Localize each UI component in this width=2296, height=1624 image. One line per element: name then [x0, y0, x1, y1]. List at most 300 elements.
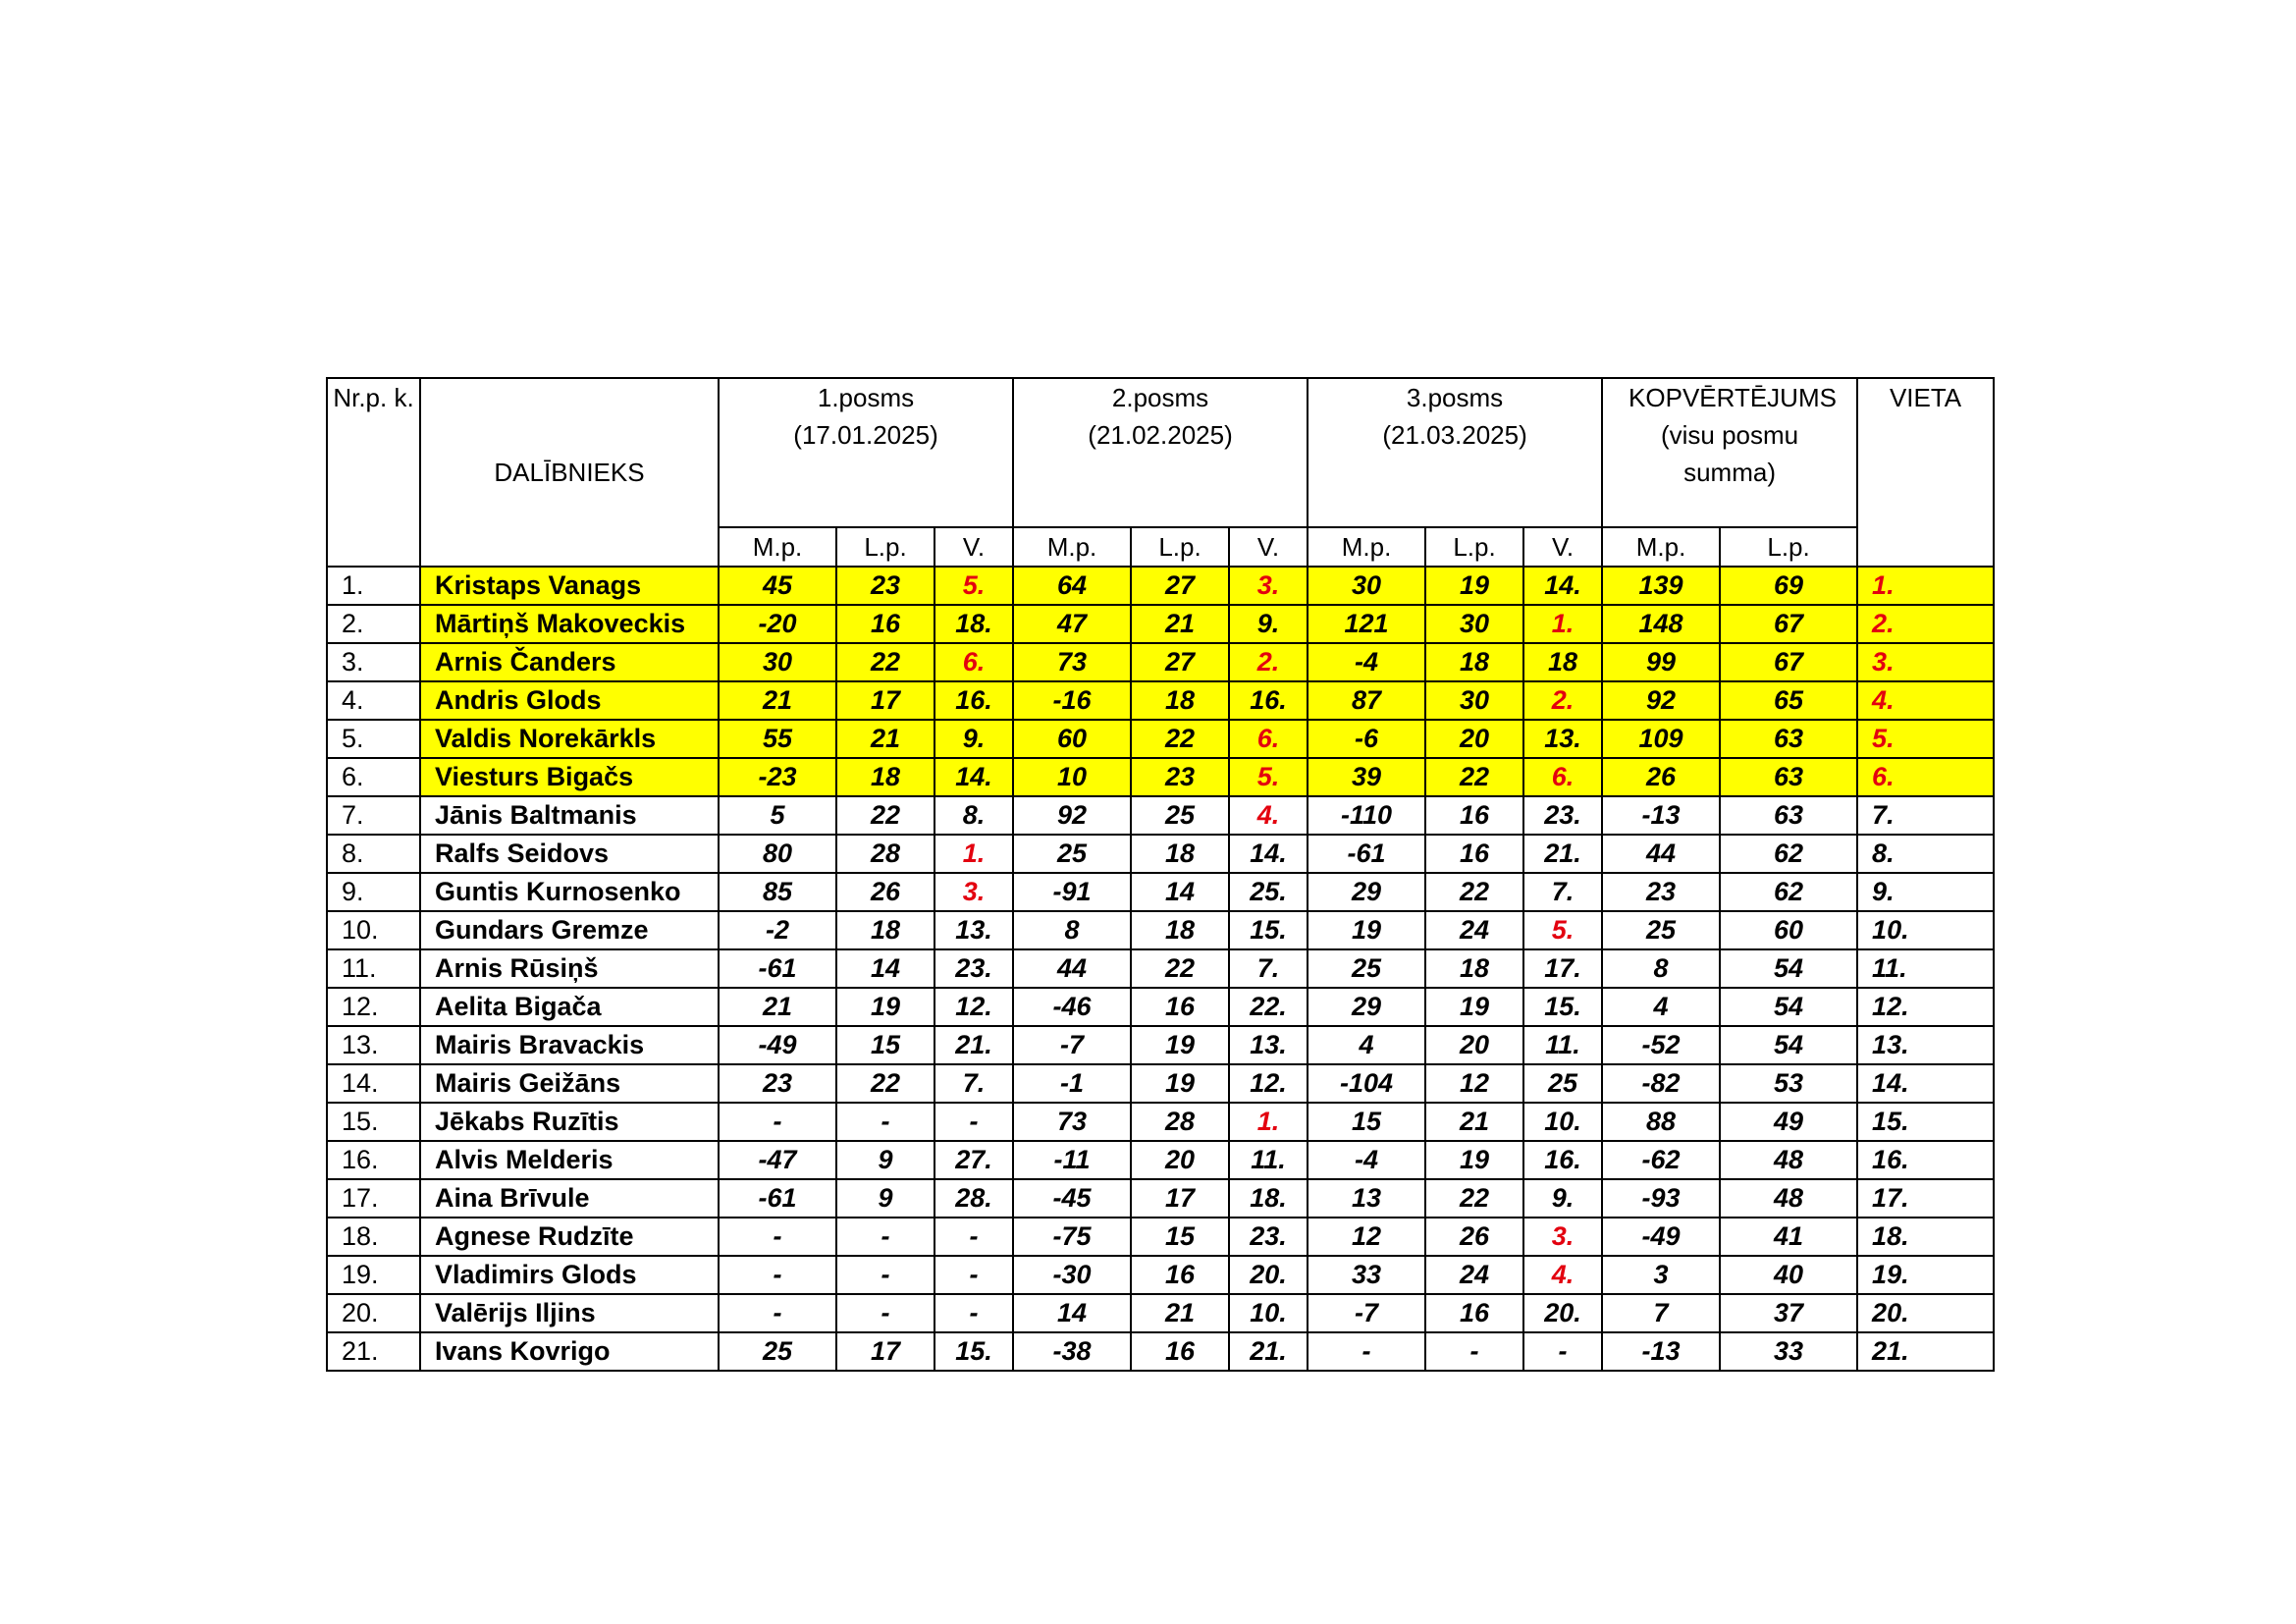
stage-3-place: 5.: [1523, 911, 1602, 949]
stage-1-mp: -61: [719, 1179, 836, 1218]
stage-1-place: 1.: [934, 835, 1013, 873]
stage-1-place: 6.: [934, 643, 1013, 681]
total-lp: 48: [1720, 1179, 1857, 1218]
final-place: 4.: [1857, 681, 1994, 720]
stage-2-lp: 17: [1131, 1179, 1229, 1218]
participant-name: Aina Brīvule: [420, 1179, 719, 1218]
stage-2-place: 13.: [1229, 1026, 1308, 1064]
participant-name: Guntis Kurnosenko: [420, 873, 719, 911]
stage-2-mp: 73: [1013, 1103, 1131, 1141]
row-number: 10.: [327, 911, 420, 949]
stage-1-mp: -20: [719, 605, 836, 643]
participant-name: Mārtiņš Makoveckis: [420, 605, 719, 643]
table-row: [327, 1026, 1994, 1064]
stage-1-mp: -2: [719, 911, 836, 949]
total-mp: -49: [1602, 1218, 1720, 1256]
stage-2-place: 4.: [1229, 796, 1308, 835]
row-number: 8.: [327, 835, 420, 873]
total-mp: 148: [1602, 605, 1720, 643]
stage-2-lp: 28: [1131, 1103, 1229, 1141]
stage-3-place: 17.: [1523, 949, 1602, 988]
total-lp: 49: [1720, 1103, 1857, 1141]
stage-3-place: 21.: [1523, 835, 1602, 873]
stage-3-lp: 18: [1425, 949, 1523, 988]
stage-3-place: 11.: [1523, 1026, 1602, 1064]
stage-1-place: -: [934, 1218, 1013, 1256]
total-mp: 109: [1602, 720, 1720, 758]
stage-3-place: 23.: [1523, 796, 1602, 835]
stage-3-place: 10.: [1523, 1103, 1602, 1141]
final-place: 12.: [1857, 988, 1994, 1026]
stage-2-mp: -7: [1013, 1026, 1131, 1064]
stage-1-lp: 17: [836, 1332, 934, 1371]
header-nr: Nr.p. k.: [327, 378, 420, 567]
stage-1-mp: 85: [719, 873, 836, 911]
total-lp: 33: [1720, 1332, 1857, 1371]
total-mp: 139: [1602, 567, 1720, 605]
table-row: [327, 988, 1994, 1026]
total-mp: 23: [1602, 873, 1720, 911]
final-place: 8.: [1857, 835, 1994, 873]
total-lp: 63: [1720, 758, 1857, 796]
final-place: 7.: [1857, 796, 1994, 835]
stage-3-mp: -110: [1308, 796, 1425, 835]
stage-2-place: 3.: [1229, 567, 1308, 605]
final-place: 20.: [1857, 1294, 1994, 1332]
stage-2-lp: 16: [1131, 1256, 1229, 1294]
total-lp: 54: [1720, 949, 1857, 988]
final-place: 1.: [1857, 567, 1994, 605]
total-mp: 44: [1602, 835, 1720, 873]
row-number: 16.: [327, 1141, 420, 1179]
stage-3-mp: 30: [1308, 567, 1425, 605]
stage-3-mp: 15: [1308, 1103, 1425, 1141]
participant-name: Arnis Čanders: [420, 643, 719, 681]
stage-1-mp: 25: [719, 1332, 836, 1371]
stage-1-place: 8.: [934, 796, 1013, 835]
stage-2-place: 6.: [1229, 720, 1308, 758]
stage-2-lp: 14: [1131, 873, 1229, 911]
stage-3-lp: 19: [1425, 567, 1523, 605]
stage-1-mp: 5: [719, 796, 836, 835]
stage-2-mp: 47: [1013, 605, 1131, 643]
stage-2-mp: -38: [1013, 1332, 1131, 1371]
stage-3-mp: -7: [1308, 1294, 1425, 1332]
stage-1-place: 9.: [934, 720, 1013, 758]
table-row: [327, 1141, 1994, 1179]
final-place: 17.: [1857, 1179, 1994, 1218]
stage-2-place: 16.: [1229, 681, 1308, 720]
final-place: 6.: [1857, 758, 1994, 796]
stage-3-lp: 18: [1425, 643, 1523, 681]
final-place: 14.: [1857, 1064, 1994, 1103]
stage-3-lp: 20: [1425, 1026, 1523, 1064]
participant-name: Andris Glods: [420, 681, 719, 720]
stage-3-mp: 19: [1308, 911, 1425, 949]
header-stage-2: [1013, 378, 1308, 527]
stage-1-place: 27.: [934, 1141, 1013, 1179]
stage-3-lp: 19: [1425, 1141, 1523, 1179]
total-lp: 69: [1720, 567, 1857, 605]
stage-2-lp: 18: [1131, 681, 1229, 720]
stage-1-mp: 21: [719, 988, 836, 1026]
row-number: 11.: [327, 949, 420, 988]
row-number: 12.: [327, 988, 420, 1026]
header-place: VIETA: [1857, 378, 1994, 567]
participant-name: Valērijs Iljins: [420, 1294, 719, 1332]
stage-3-place: 14.: [1523, 567, 1602, 605]
row-number: 20.: [327, 1294, 420, 1332]
participant-name: Jānis Baltmanis: [420, 796, 719, 835]
stage-1-lp: 15: [836, 1026, 934, 1064]
sub-mp: M.p.: [719, 527, 836, 567]
stage-2-place: 25.: [1229, 873, 1308, 911]
table-row: [327, 911, 1994, 949]
stage-2-lp: 27: [1131, 643, 1229, 681]
stage-3-place: 6.: [1523, 758, 1602, 796]
stage-2-place: 18.: [1229, 1179, 1308, 1218]
stage-3-mp: 29: [1308, 988, 1425, 1026]
table-row: [327, 567, 1994, 605]
stage-1-lp: 21: [836, 720, 934, 758]
stage-3-lp: 22: [1425, 1179, 1523, 1218]
total-lp: 40: [1720, 1256, 1857, 1294]
table-row: [327, 758, 1994, 796]
stage-2-place: 15.: [1229, 911, 1308, 949]
stage-2-lp: 16: [1131, 1332, 1229, 1371]
stage-2-lp: 15: [1131, 1218, 1229, 1256]
stage-3-mp: -: [1308, 1332, 1425, 1371]
stage-1-lp: 22: [836, 643, 934, 681]
stage-1-lp: 18: [836, 911, 934, 949]
row-number: 9.: [327, 873, 420, 911]
stage-1-mp: -: [719, 1103, 836, 1141]
stage-3-mp: -61: [1308, 835, 1425, 873]
stage-1-lp: 9: [836, 1179, 934, 1218]
final-place: 19.: [1857, 1256, 1994, 1294]
stage-2-place: 23.: [1229, 1218, 1308, 1256]
participant-name: Agnese Rudzīte: [420, 1218, 719, 1256]
stage-2-mp: 14: [1013, 1294, 1131, 1332]
final-place: 10.: [1857, 911, 1994, 949]
stage-2-lp: 25: [1131, 796, 1229, 835]
stage-1-mp: -61: [719, 949, 836, 988]
total-lp: 67: [1720, 605, 1857, 643]
total-lp: 54: [1720, 988, 1857, 1026]
stage-3-mp: -6: [1308, 720, 1425, 758]
stage-1-lp: 26: [836, 873, 934, 911]
standings-body: [327, 567, 1994, 1371]
stage-2-lp: 23: [1131, 758, 1229, 796]
stage-3-mp: -4: [1308, 643, 1425, 681]
stage-2-mp: 73: [1013, 643, 1131, 681]
stage-1-place: -: [934, 1256, 1013, 1294]
stage-2-lp: 18: [1131, 911, 1229, 949]
final-place: 5.: [1857, 720, 1994, 758]
stage-3-place: 25: [1523, 1064, 1602, 1103]
total-lp: 65: [1720, 681, 1857, 720]
stage-3-place: 1.: [1523, 605, 1602, 643]
row-number: 3.: [327, 643, 420, 681]
sub-v: V.: [1523, 527, 1602, 567]
total-mp: -93: [1602, 1179, 1720, 1218]
header-stage-3: [1308, 378, 1602, 527]
total-lp: 60: [1720, 911, 1857, 949]
stage-2-mp: -45: [1013, 1179, 1131, 1218]
stage-2-mp: 25: [1013, 835, 1131, 873]
stage-1-mp: 80: [719, 835, 836, 873]
stage-3-mp: 121: [1308, 605, 1425, 643]
stage-3-mp: 33: [1308, 1256, 1425, 1294]
stage-2-place: 14.: [1229, 835, 1308, 873]
stage-1-lp: 17: [836, 681, 934, 720]
final-place: 21.: [1857, 1332, 1994, 1371]
stage-3-lp: 19: [1425, 988, 1523, 1026]
stage-3-mp: -4: [1308, 1141, 1425, 1179]
row-number: 19.: [327, 1256, 420, 1294]
stage-2-mp: 64: [1013, 567, 1131, 605]
participant-name: Viesturs Bigačs: [420, 758, 719, 796]
final-place: 16.: [1857, 1141, 1994, 1179]
stage-3-lp: 16: [1425, 1294, 1523, 1332]
sub-v: V.: [934, 527, 1013, 567]
stage-3-lp: 21: [1425, 1103, 1523, 1141]
stage-1-mp: 21: [719, 681, 836, 720]
stage-3-place: 3.: [1523, 1218, 1602, 1256]
total-mp: -82: [1602, 1064, 1720, 1103]
total-lp: 54: [1720, 1026, 1857, 1064]
stage-2-place: 21.: [1229, 1332, 1308, 1371]
stage-1-mp: -23: [719, 758, 836, 796]
sub-lp: L.p.: [836, 527, 934, 567]
final-place: 13.: [1857, 1026, 1994, 1064]
header-stage-1: [719, 378, 1013, 527]
sub-mp: M.p.: [1602, 527, 1720, 567]
total-mp: 26: [1602, 758, 1720, 796]
participant-name: Vladimirs Glods: [420, 1256, 719, 1294]
table-row: [327, 605, 1994, 643]
stage-2-mp: -1: [1013, 1064, 1131, 1103]
total-mp: 88: [1602, 1103, 1720, 1141]
stage-1-mp: -47: [719, 1141, 836, 1179]
table-row: [327, 1103, 1994, 1141]
stage-1-place: 14.: [934, 758, 1013, 796]
header-total: KOPVĒRTĒJUMS (visu posmu summa): [1602, 378, 1857, 527]
stage-3-place: 4.: [1523, 1256, 1602, 1294]
stage-1-place: 15.: [934, 1332, 1013, 1371]
stage-3-place: 2.: [1523, 681, 1602, 720]
stage-3-mp: 4: [1308, 1026, 1425, 1064]
participant-name: Alvis Melderis: [420, 1141, 719, 1179]
stage-2-place: 22.: [1229, 988, 1308, 1026]
stage-3-place: 13.: [1523, 720, 1602, 758]
table-row: [327, 1332, 1994, 1371]
total-mp: -13: [1602, 1332, 1720, 1371]
participant-name: Gundars Gremze: [420, 911, 719, 949]
stage-3-place: 7.: [1523, 873, 1602, 911]
stage-3-place: -: [1523, 1332, 1602, 1371]
stage-2-place: 7.: [1229, 949, 1308, 988]
table-row: [327, 873, 1994, 911]
stage-2-lp: 27: [1131, 567, 1229, 605]
participant-name: Valdis Norekārkls: [420, 720, 719, 758]
stage-3-lp: 22: [1425, 758, 1523, 796]
stage-3-mp: -104: [1308, 1064, 1425, 1103]
stage-2-lp: 20: [1131, 1141, 1229, 1179]
stage-3-lp: 24: [1425, 911, 1523, 949]
stage-3-mp: 12: [1308, 1218, 1425, 1256]
stage-2-place: 20.: [1229, 1256, 1308, 1294]
row-number: 5.: [327, 720, 420, 758]
total-mp: 4: [1602, 988, 1720, 1026]
stage-1-lp: -: [836, 1103, 934, 1141]
sub-mp: M.p.: [1308, 527, 1425, 567]
stage-3-lp: 24: [1425, 1256, 1523, 1294]
row-number: 2.: [327, 605, 420, 643]
table-row: [327, 1064, 1994, 1103]
stage-2-mp: 44: [1013, 949, 1131, 988]
stage-3-place: 20.: [1523, 1294, 1602, 1332]
stage-1-place: 18.: [934, 605, 1013, 643]
stage-1-mp: -: [719, 1218, 836, 1256]
stage-1-lp: 16: [836, 605, 934, 643]
stage-1-mp: 45: [719, 567, 836, 605]
stage-3-place: 18: [1523, 643, 1602, 681]
row-number: 6.: [327, 758, 420, 796]
final-place: 18.: [1857, 1218, 1994, 1256]
table-row: [327, 1179, 1994, 1218]
stage-2-mp: 60: [1013, 720, 1131, 758]
table-row: [327, 720, 1994, 758]
participant-name: Kristaps Vanags: [420, 567, 719, 605]
stage-1-mp: -49: [719, 1026, 836, 1064]
stage-2-place: 2.: [1229, 643, 1308, 681]
row-number: 13.: [327, 1026, 420, 1064]
stage-1-lp: 22: [836, 1064, 934, 1103]
stage-2-place: 10.: [1229, 1294, 1308, 1332]
stage-1-place: -: [934, 1103, 1013, 1141]
stage-1-mp: 30: [719, 643, 836, 681]
row-number: 18.: [327, 1218, 420, 1256]
stage-2-lp: 19: [1131, 1064, 1229, 1103]
stage-3-lp: 26: [1425, 1218, 1523, 1256]
row-number: 4.: [327, 681, 420, 720]
participant-name: Arnis Rūsiņš: [420, 949, 719, 988]
table-row: [327, 681, 1994, 720]
stage-1-place: 7.: [934, 1064, 1013, 1103]
stage-2-mp: 8: [1013, 911, 1131, 949]
row-number: 7.: [327, 796, 420, 835]
stage-3-place: 15.: [1523, 988, 1602, 1026]
stage-1-place: 28.: [934, 1179, 1013, 1218]
stage-3-place: 16.: [1523, 1141, 1602, 1179]
stage-2-place: 5.: [1229, 758, 1308, 796]
table-row: [327, 796, 1994, 835]
participant-name: Aelita Bigača: [420, 988, 719, 1026]
total-lp: 37: [1720, 1294, 1857, 1332]
stage-1-date: (17.01.2025): [793, 420, 938, 450]
stage-1-lp: 9: [836, 1141, 934, 1179]
final-place: 3.: [1857, 643, 1994, 681]
total-mp: 25: [1602, 911, 1720, 949]
stage-1-lp: 18: [836, 758, 934, 796]
stage-2-lp: 16: [1131, 988, 1229, 1026]
participant-name: Ralfs Seidovs: [420, 835, 719, 873]
total-lp: 53: [1720, 1064, 1857, 1103]
total-mp: 7: [1602, 1294, 1720, 1332]
stage-3-lp: 12: [1425, 1064, 1523, 1103]
stage-3-mp: 29: [1308, 873, 1425, 911]
stage-2-mp: -11: [1013, 1141, 1131, 1179]
stage-2-lp: 22: [1131, 720, 1229, 758]
total-mp: 3: [1602, 1256, 1720, 1294]
stage-1-lp: -: [836, 1256, 934, 1294]
total-lp: 41: [1720, 1218, 1857, 1256]
row-number: 14.: [327, 1064, 420, 1103]
stage-3-lp: 16: [1425, 796, 1523, 835]
header-participant: DALĪBNIEKS: [420, 378, 719, 567]
total-lp: 67: [1720, 643, 1857, 681]
stage-2-mp: -16: [1013, 681, 1131, 720]
stage-2-place: 9.: [1229, 605, 1308, 643]
table-row: [327, 1218, 1994, 1256]
stage-2-lp: 21: [1131, 605, 1229, 643]
stage-2-mp: -75: [1013, 1218, 1131, 1256]
stage-2-date: (21.02.2025): [1088, 420, 1233, 450]
stage-1-place: 23.: [934, 949, 1013, 988]
stage-2-lp: 22: [1131, 949, 1229, 988]
total-lp: 48: [1720, 1141, 1857, 1179]
stage-2-mp: -46: [1013, 988, 1131, 1026]
stage-3-title: 3.posms: [1406, 383, 1504, 412]
stage-3-mp: 39: [1308, 758, 1425, 796]
row-number: 21.: [327, 1332, 420, 1371]
stage-2-mp: -91: [1013, 873, 1131, 911]
stage-1-place: 21.: [934, 1026, 1013, 1064]
stage-3-mp: 25: [1308, 949, 1425, 988]
table-row: [327, 835, 1994, 873]
row-number: 17.: [327, 1179, 420, 1218]
row-number: 15.: [327, 1103, 420, 1141]
stage-3-lp: 22: [1425, 873, 1523, 911]
stage-1-lp: 14: [836, 949, 934, 988]
stage-2-lp: 21: [1131, 1294, 1229, 1332]
participant-name: Mairis Bravackis: [420, 1026, 719, 1064]
final-place: 15.: [1857, 1103, 1994, 1141]
stage-3-date: (21.03.2025): [1382, 420, 1527, 450]
stage-1-place: 13.: [934, 911, 1013, 949]
stage-1-place: 5.: [934, 567, 1013, 605]
stage-1-lp: 19: [836, 988, 934, 1026]
stage-1-lp: 28: [836, 835, 934, 873]
sub-mp: M.p.: [1013, 527, 1131, 567]
stage-3-lp: -: [1425, 1332, 1523, 1371]
total-lp: 63: [1720, 720, 1857, 758]
stage-3-lp: 20: [1425, 720, 1523, 758]
total-mp: 92: [1602, 681, 1720, 720]
total-mp: -13: [1602, 796, 1720, 835]
stage-2-mp: -30: [1013, 1256, 1131, 1294]
stage-2-mp: 10: [1013, 758, 1131, 796]
final-place: 9.: [1857, 873, 1994, 911]
table-row: [327, 1256, 1994, 1294]
total-mp: 99: [1602, 643, 1720, 681]
total-lp: 62: [1720, 835, 1857, 873]
stage-2-mp: 92: [1013, 796, 1131, 835]
table-row: [327, 949, 1994, 988]
final-place: 11.: [1857, 949, 1994, 988]
stage-3-lp: 16: [1425, 835, 1523, 873]
